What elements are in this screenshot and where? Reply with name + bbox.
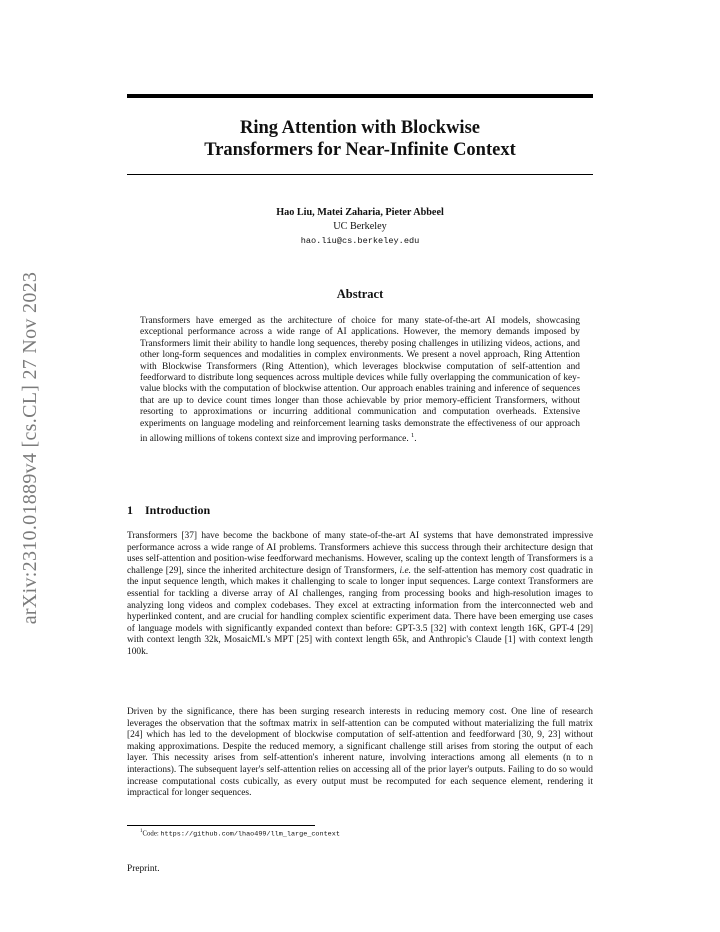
arxiv-identifier: arXiv:2310.01889v4 [cs.CL] 27 Nov 2023 bbox=[18, 271, 41, 625]
abstract-text: Transformers have emerged as the architecture of choice for many state-of-the-art AI models, showcasing exceptional performance across a wide range of AI applications. However, the memory demands imposed by Transformers limit their ability to handle long sequences, thereby posing challenges in utilizing videos, actions, and other long-form sequences and modalities in complex environments. We present a novel approach, Ring Attention with Blockwise Transformers (Ring Attention), which leverages blockwise computation of self-attention and feedforward to distribute long sequences across multiple devices while fully overlapping the communication of key-value blocks with the computation of blockwise attention. Our approach enables training and inference of sequences that are up to device count times longer than those achievable by prior memory-efficient Transformers, without resorting to approximations or incurring additional communication and computation overheads. Extensive experiments on language modeling and reinforcement learning tasks demonstrate the effectiveness of our approach in allowing millions of tokens context size and improving performance. bbox=[140, 316, 580, 445]
title-line-2: Transformers for Near-Infinite Context bbox=[204, 140, 516, 160]
abstract-heading: Abstract bbox=[336, 287, 384, 301]
intro-paragraph-1 bbox=[127, 531, 593, 659]
footnote bbox=[140, 827, 590, 839]
abstract-end: . bbox=[414, 434, 417, 445]
author-block bbox=[127, 206, 593, 248]
author-email: hao.liu@cs.berkeley.edu bbox=[300, 236, 420, 246]
abstract-footnote-mark: 1 bbox=[411, 432, 415, 440]
title-line-1: Ring Attention with Blockwise bbox=[239, 118, 480, 138]
author-names: Hao Liu, Matei Zaharia, Pieter Abbeel bbox=[276, 207, 444, 218]
section-heading-introduction bbox=[127, 503, 593, 518]
title-top-rule bbox=[127, 94, 593, 98]
footnote-rule bbox=[127, 825, 315, 826]
author-affiliation: UC Berkeley bbox=[333, 221, 387, 232]
paper-title bbox=[127, 117, 593, 161]
footnote-label: Code: bbox=[142, 830, 161, 838]
title-bottom-rule bbox=[127, 174, 593, 175]
preprint-footer: Preprint. bbox=[127, 864, 160, 874]
intro-p1-ie: i.e. bbox=[399, 565, 412, 576]
abstract-body bbox=[140, 316, 580, 446]
section-number: 1 bbox=[127, 503, 133, 517]
intro-paragraph-2: Driven by the significance, there has been surging research interests in reducing memory cost. One line of research leverages the observation that the softmax matrix in self-attention can be computed without materializing the full matrix [24] which has led to the development of blockwise computation of self-attention and feedforward [30, 9, 23] without making approximations. Despite the reduced memory, a significant challenge still arises from storing the output of each layer. This necessity arises from self-attention's inherent nature, involving interactions among all elements (n to n interactions). The subsequent layer's self-attention relies on accessing all of the prior layer's outputs. Failing to do so would increase computational costs cubically, as every output must be recomputed for each sequence element, rendering it impractical for longer sequences. bbox=[127, 707, 593, 799]
footnote-url[interactable]: https://github.com/lhao499/llm_large_context bbox=[160, 830, 340, 839]
section-title: Introduction bbox=[145, 503, 211, 517]
intro-p1-part-a: Transformers [37] have become the backbone of many state-of-the-art AI systems that have demonstrated impressive performance across a wide range of AI problems. Transformers achieve this success through their architecture design that uses self-attention and position-wise feedforward mechanisms. However, scaling up the context length of Transformers is a challenge [29], since the inherited architecture design of Transformers, bbox=[127, 531, 593, 576]
footnote-mark: 1 bbox=[140, 829, 143, 834]
intro-p1-part-b: the self-attention has memory cost quadratic in the input sequence length, which makes it challenging to scale to longer input sequences. Large context Transformers are essential for tackling a diverse array of AI challenges, ranging from processing books and high-resolution images to analyzing long videos and complex codebases. They excel at extracting information from the interconnected web and hyperlinked content, and are crucial for handling complex scientific experiment data. There have been emerging use cases of language models with significantly expanded context than before: GPT-3.5 [32] with context length 16K, GPT-4 [29] with context length 32k, MosaicML's MPT [25] with context length 65k, and Anthropic's Claude [1] with context length 100k. bbox=[127, 565, 593, 657]
